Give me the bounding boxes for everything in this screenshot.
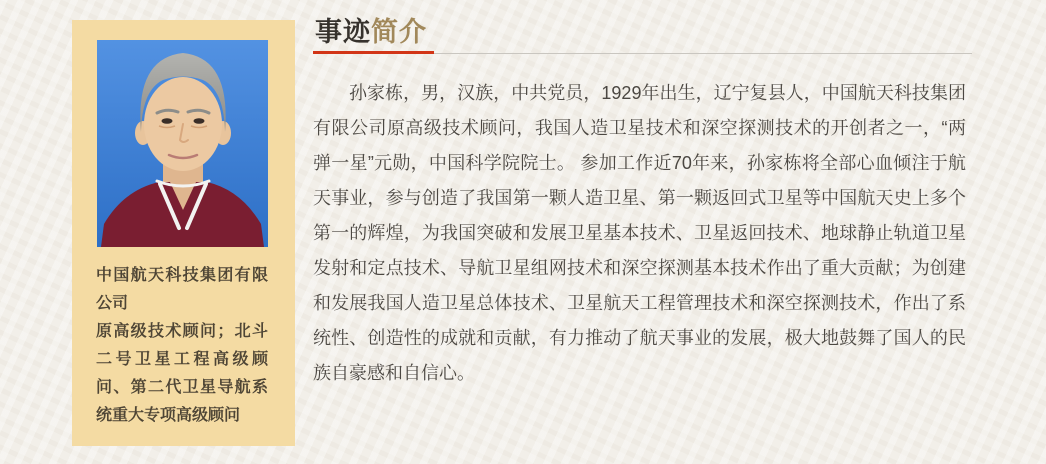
biography-section xyxy=(313,0,972,464)
photo-caption xyxy=(96,262,268,430)
portrait-photo xyxy=(97,40,268,247)
profile-card xyxy=(72,20,295,446)
section-title-part1: 事迹 xyxy=(315,17,371,47)
caption-company: 中国航天科技集团有限公司 xyxy=(96,267,268,312)
title-rule-red-accent xyxy=(313,51,434,54)
section-title-part2: 简介 xyxy=(371,17,427,47)
section-title xyxy=(315,17,427,47)
portrait-photo-illustration xyxy=(97,40,268,247)
biography-text: 孙家栋，男，汉族，中共党员，1929年出生，辽宁复县人，中国航天科技集团有限公司原高级技术顾问，我国人造卫星技术和深空探测技术的开创者之一，“两弹一星”元勋，中国科学院院士。 参加工作近70年来，孙家栋将全部心血倾注于航天事业，参与创造了我国第一颗人造卫星、第一颗返回式卫星等中国航天史上多个第一的辉煌，为我国突破和发展卫星基本技术、卫星返回技术、地球静止轨道卫星发射和定点技术、导航卫星组网技术和深空探测基本技术作出了重大贡献；为创建和发展我国人造卫星总体技术、卫星航天工程管理技术和深空探测技术，作出了系统性、创造性的成就和贡献，有力推动了航天事业的发展，极大地鼓舞了国人的民族自豪感和自信心。 xyxy=(313,83,966,383)
title-rule xyxy=(313,51,972,55)
caption-titles: 原高级技术顾问；北斗二号卫星工程高级顾问、第二代卫星导航系统重大专项高级顾问 xyxy=(96,323,268,424)
